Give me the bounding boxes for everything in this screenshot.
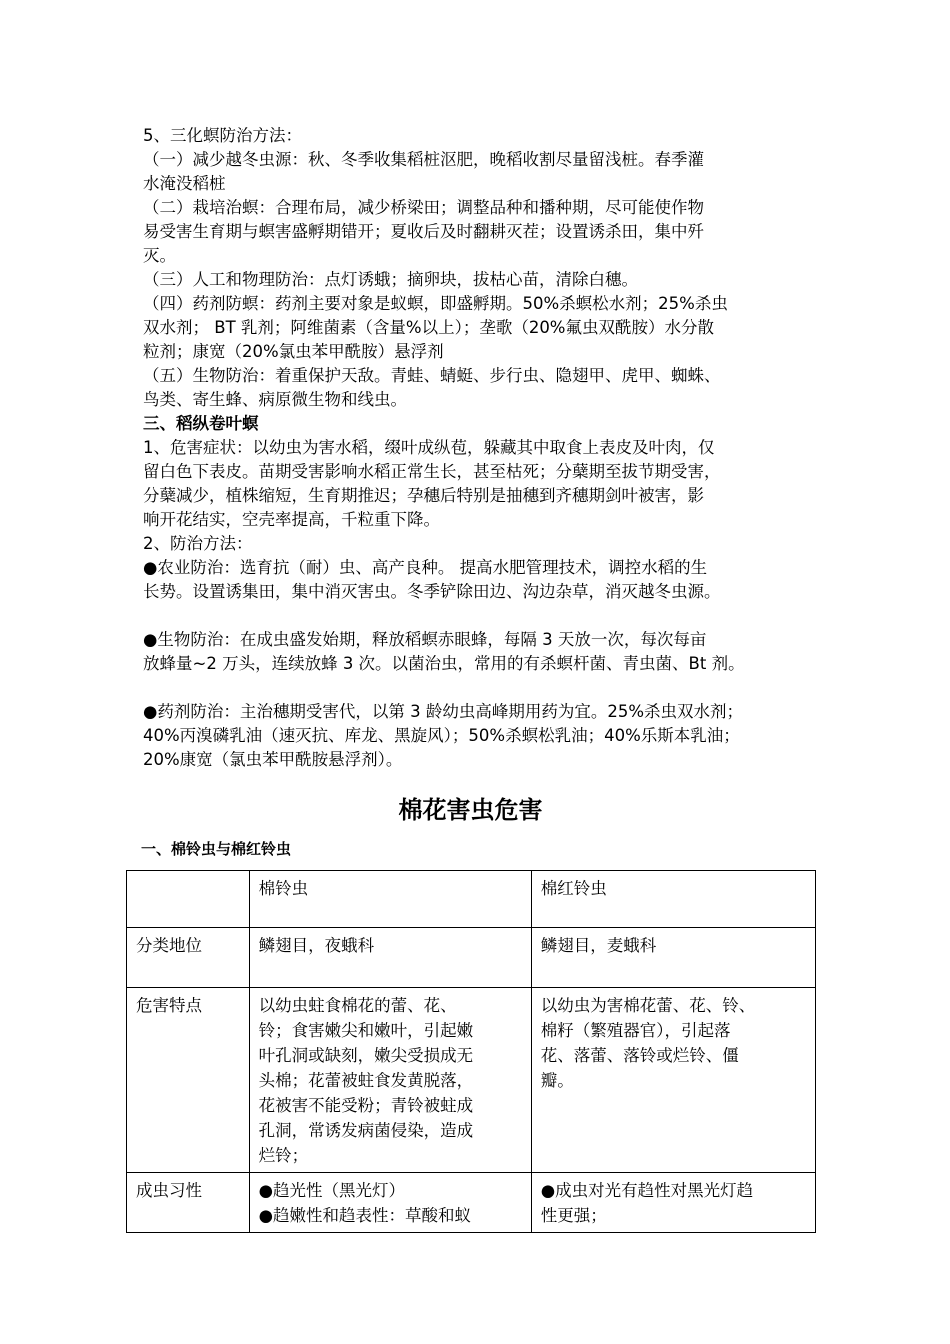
- subheading: 一、棉铃虫与棉红铃虫: [141, 840, 292, 858]
- text-line: 双水剂； BT 乳剂；阿维菌素（含量%以上）；垄歌（20%氟虫双酰胺）水分散: [143, 318, 714, 337]
- table-row: [127, 988, 816, 1173]
- cell-line: 瓣。: [540, 1071, 574, 1090]
- text-line: （一）减少越冬虫源：秋、冬季收集稻桩沤肥，晚稻收割尽量留浅桩。春季灌: [143, 150, 704, 169]
- header-cell: [127, 871, 250, 928]
- text-line: 灭。: [143, 246, 176, 265]
- table-row: [127, 1173, 816, 1233]
- section-heading: 三、稻纵卷叶螟: [143, 414, 259, 433]
- row-label: 分类地位: [127, 928, 250, 988]
- text-line: 留白色下表皮。苗期受害影响水稻正常生长，甚至枯死；分蘖期至拔节期受害，: [143, 462, 721, 481]
- row-label: 成虫习性: [127, 1173, 250, 1233]
- text-line: ●农业防治：选育抗（耐）虫、高产良种。 提高水肥管理技术，调控水稻的生: [143, 558, 708, 577]
- cell-line: 烂铃；: [258, 1146, 309, 1165]
- table-header-row: [127, 871, 816, 928]
- text-line: 水淹没稻桩: [143, 174, 226, 193]
- row-label: 危害特点: [127, 988, 250, 1173]
- text-line: 1、危害症状：以幼虫为害水稻，缀叶成纵苞，躲藏其中取食上表皮及叶肉，仅: [143, 438, 715, 457]
- cell-line: 花、落蕾、落铃或烂铃、僵: [540, 1046, 739, 1065]
- cell-line: ●成虫对光有趋性对黑光灯趋: [540, 1181, 754, 1200]
- cell-line: 棉籽（繁殖器官），引起落: [540, 1021, 731, 1040]
- cell-line: 头棉；花蕾被蛀食发黄脱落，: [258, 1071, 474, 1090]
- cell-line: 鳞翅目，麦蛾科: [540, 936, 657, 955]
- cell-line: 以幼虫为害棉花蕾、花、铃、: [540, 996, 756, 1015]
- table-cell: [531, 1173, 815, 1233]
- text-line: （五）生物防治：着重保护天敌。青蛙、蜻蜓、步行虫、隐翅甲、虎甲、蜘蛛、: [143, 366, 721, 385]
- text-line: ●药剂防治：主治穗期受害代，以第 3 龄幼虫高峰期用药为宜。25%杀虫双水剂；: [143, 702, 744, 721]
- text-line: [143, 604, 815, 628]
- text-line: 粒剂；康宽（20%氯虫苯甲酰胺）悬浮剂: [143, 342, 444, 361]
- text-line: 2、防治方法：: [143, 534, 253, 553]
- cell-line: 性更强；: [540, 1206, 607, 1225]
- text-line: （四）药剂防螟：药剂主要对象是蚁螟，即盛孵期。50%杀螟松水剂；25%杀虫: [143, 294, 728, 313]
- cell-line: ●趋嫩性和趋表性：草酸和蚁: [258, 1206, 472, 1225]
- cell-line: 铃；食害嫩尖和嫩叶，引起嫩: [258, 1021, 474, 1040]
- text-line: [143, 676, 815, 700]
- header-cell: 棉红铃虫: [531, 871, 815, 928]
- cell-line: 孔洞，常诱发病菌侵染，造成: [258, 1121, 474, 1140]
- table-cell: [531, 928, 815, 988]
- text-line: 易受害生育期与螟害盛孵期错开；夏收后及时翻耕灭茬；设置诱杀田，集中歼: [143, 222, 704, 241]
- cell-line: 鳞翅目，夜蛾科: [258, 936, 375, 955]
- text-line: 鸟类、寄生蜂、病原微生物和线虫。: [143, 390, 407, 409]
- table-cell: [249, 1173, 531, 1233]
- cell-line: 花被害不能受粉；青铃被蛀成: [258, 1096, 474, 1115]
- text-line: 20%康宽（氯虫苯甲酰胺悬浮剂）。: [143, 750, 403, 769]
- pest-comparison-table: [126, 870, 816, 1233]
- text-line: ●生物防治：在成虫盛发始期，释放稻螟赤眼蜂，每隔 3 天放一次，每次每亩: [143, 630, 707, 649]
- text-line: 长势。设置诱集田，集中消灭害虫。冬季铲除田边、沟边杂草，消灭越冬虫源。: [143, 582, 721, 601]
- text-line: 分蘖减少，植株缩短，生育期推迟；孕穗后特别是抽穗到齐穗期剑叶被害，影: [143, 486, 704, 505]
- text-line: 响开花结实，空壳率提高，千粒重下降。: [143, 510, 440, 529]
- section-title: 棉花害虫危害: [398, 796, 543, 824]
- table-cell: [249, 928, 531, 988]
- table-cell: [249, 988, 531, 1173]
- text-line: （三）人工和物理防治：点灯诱蛾；摘卵块，拔枯心苗，清除白穗。: [143, 270, 638, 289]
- table-row: [127, 928, 816, 988]
- body-text: [143, 124, 815, 772]
- header-cell: 棉铃虫: [249, 871, 531, 928]
- cell-line: ●趋光性（黑光灯）: [258, 1181, 406, 1200]
- text-line: 40%丙溴磷乳油（速灭抗、库龙、黑旋风）；50%杀螟松乳油；40%乐斯本乳油；: [143, 726, 740, 745]
- text-line: （二）栽培治螟：合理布局，减少桥梁田；调整品种和播种期，尽可能使作物: [143, 198, 704, 217]
- document-page: [143, 124, 815, 860]
- cell-line: 以幼虫蛀食棉花的蕾、花、: [258, 996, 457, 1015]
- table-cell: [531, 988, 815, 1173]
- cell-line: 叶孔洞或缺刻，嫩尖受损成无: [258, 1046, 474, 1065]
- text-line: 放蜂量~2 万头，连续放蜂 3 次。以菌治虫，常用的有杀螟杆菌、青虫菌、Bt 剂。: [143, 654, 745, 673]
- text-line: 5、三化螟防治方法：: [143, 126, 302, 145]
